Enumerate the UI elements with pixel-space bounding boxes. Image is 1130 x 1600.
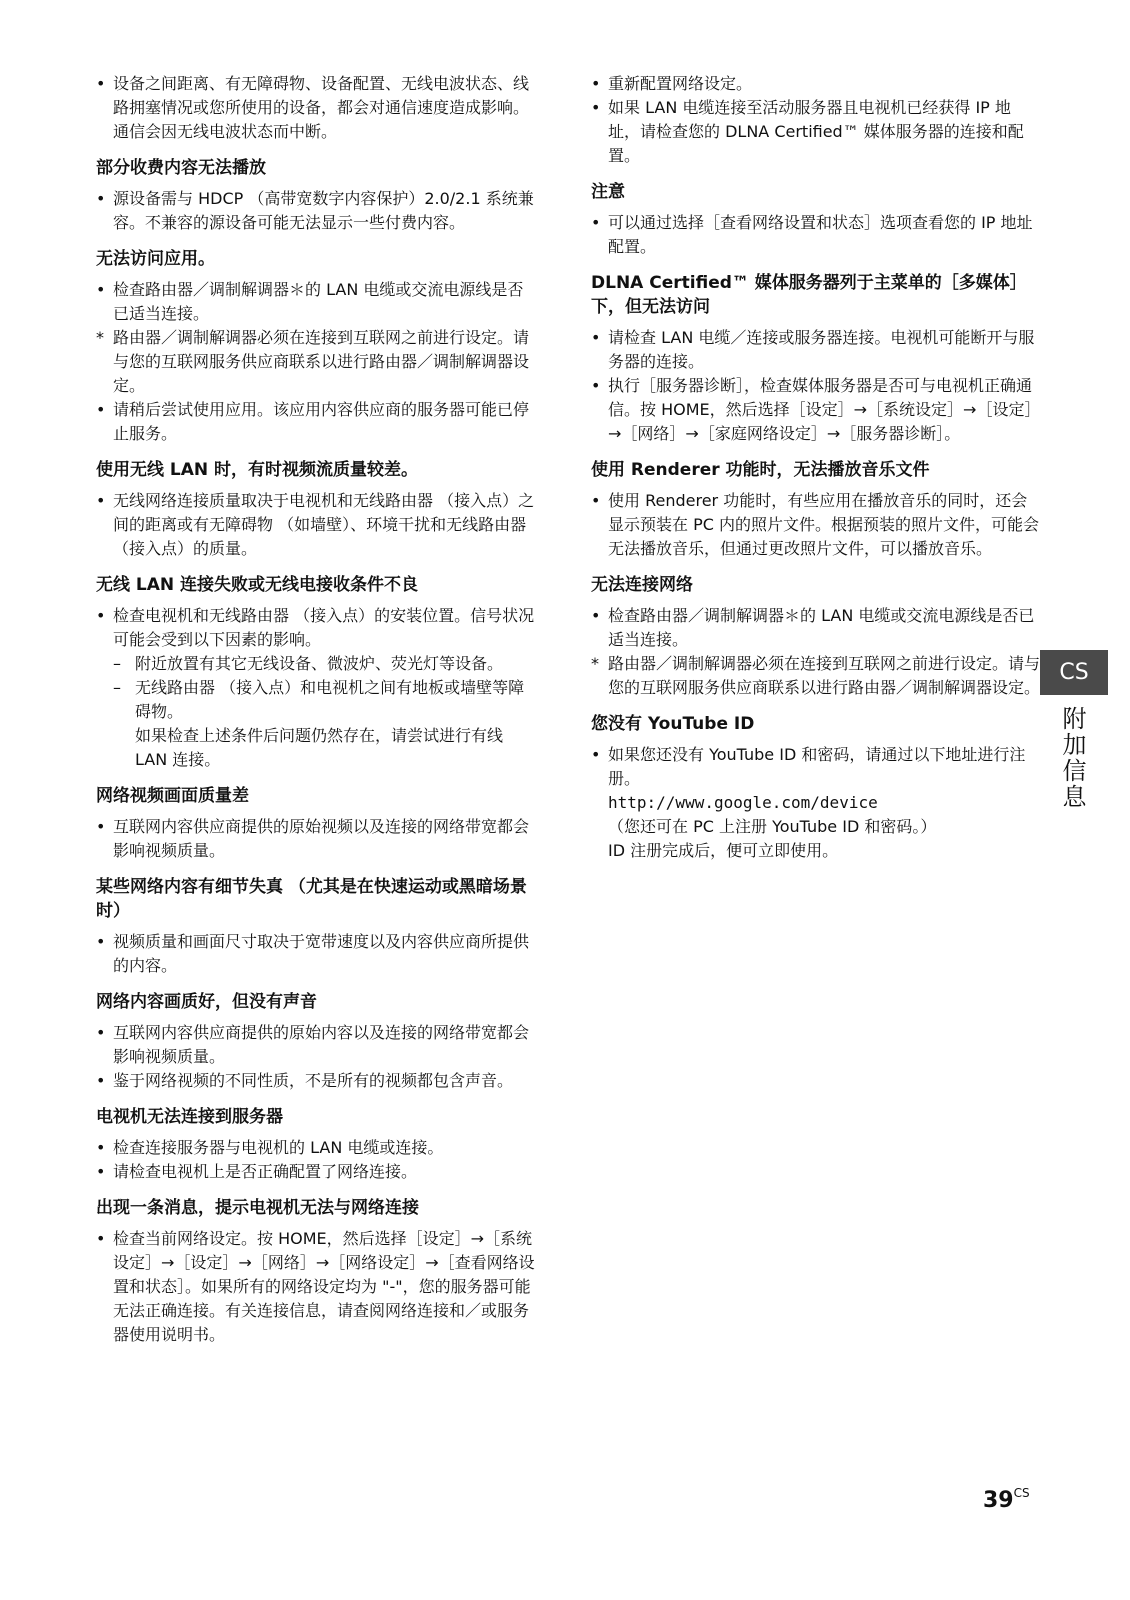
section-heading: 某些网络内容有细节失真 （尤其是在快速运动或黑暗场景时） <box>96 877 527 921</box>
paragraph: （您还可在 PC 上注册 YouTube ID 和密码。） <box>608 817 937 836</box>
section-heading: 无法访问应用。 <box>96 249 215 269</box>
bullet-marker: • <box>96 932 106 951</box>
item-text: 请稍后尝试使用应用。该应用内容供应商的服务器可能已停止服务。 <box>113 400 530 443</box>
bullet-marker: • <box>96 1023 106 1042</box>
item-text: 路由器／调制解调器必须在连接到互联网之前进行设定。请与您的互联网服务供应商联系以进行路由器／调制解调器设定。 <box>608 654 1041 697</box>
bullet-marker: • <box>96 280 106 299</box>
page-number-suffix: CS <box>1013 1486 1030 1500</box>
bullet-marker: • <box>96 189 106 208</box>
section-heading: 无法连接网络 <box>591 575 693 595</box>
item-text: 无线网络连接质量取决于电视机和无线路由器 （接入点）之间的距离或有无障碍物 （如墙壁）、环境干扰和无线路由器 （接入点）的质量。 <box>113 491 535 558</box>
section <box>96 156 536 235</box>
bullet-marker: • <box>591 74 601 93</box>
section <box>591 271 1041 446</box>
left-column <box>96 72 536 1359</box>
item-text: 互联网内容供应商提供的原始视频以及连接的网络带宽都会影响视频质量。 <box>113 817 530 860</box>
section-heading: 无线 LAN 连接失败或无线电接收条件不良 <box>96 575 419 595</box>
bullet-marker: • <box>591 213 601 232</box>
item-text: 鉴于网络视频的不同性质，不是所有的视频都包含声音。 <box>113 1071 514 1090</box>
section-heading: 注意 <box>591 182 625 202</box>
section <box>591 72 1041 168</box>
list-item <box>591 604 1041 652</box>
list-item <box>96 930 536 978</box>
section-heading: DLNA Certified™ 媒体服务器列于主菜单的［多媒体］下，但无法访问 <box>591 273 1027 317</box>
list-item <box>96 1227 536 1347</box>
item-text: 可以通过选择［查看网络设置和状态］选项查看您的 IP 地址配置。 <box>608 213 1033 256</box>
sub-list-item <box>96 652 536 676</box>
list-item <box>591 72 1041 96</box>
item-text: 重新配置网络设定。 <box>608 74 753 93</box>
item-text: 请检查 LAN 电缆／连接或服务器连接。电视机可能断开与服务器的连接。 <box>608 328 1035 371</box>
section <box>591 458 1041 561</box>
list-item <box>96 1136 536 1160</box>
paragraph: 如果检查上述条件后问题仍然存在，请尝试进行有线 LAN 连接。 <box>135 726 504 769</box>
bullet-marker: • <box>591 376 601 395</box>
section <box>591 180 1041 259</box>
list-item <box>96 398 536 446</box>
section-heading: 网络内容画质好，但没有声音 <box>96 992 317 1012</box>
bullet-marker: • <box>96 1071 106 1090</box>
section <box>96 875 536 978</box>
section-heading: 部分收费内容无法播放 <box>96 158 266 178</box>
right-column <box>591 72 1041 875</box>
section <box>96 247 536 446</box>
list-item <box>591 326 1041 374</box>
section <box>96 72 536 144</box>
bullet-marker: • <box>96 491 106 510</box>
item-text: 互联网内容供应商提供的原始内容以及连接的网络带宽都会影响视频质量。 <box>113 1023 530 1066</box>
item-text: 无线路由器 （接入点）和电视机之间有地板或墙壁等障碍物。 <box>135 678 525 721</box>
list-item <box>96 489 536 561</box>
bullet-marker: • <box>96 400 106 419</box>
section <box>96 1105 536 1184</box>
bullet-marker: • <box>96 1138 106 1157</box>
list-item <box>96 1160 536 1184</box>
footnote-item <box>96 326 536 398</box>
page-number-value: 39 <box>983 1488 1014 1513</box>
url-text: http://www.google.com/device <box>608 793 878 812</box>
section <box>96 1196 536 1347</box>
section <box>96 458 536 561</box>
list-item <box>591 489 1041 561</box>
bullet-marker: • <box>96 817 106 836</box>
item-text: 使用 Renderer 功能时，有些应用在播放音乐的同时，还会显示预装在 PC 内的照片文件。根据预装的照片文件，可能会无法播放音乐，但通过更改照片文件，可以播放音乐。 <box>608 491 1039 558</box>
section-heading: 使用无线 LAN 时，有时视频流质量较差。 <box>96 460 419 480</box>
section-heading: 使用 Renderer 功能时，无法播放音乐文件 <box>591 460 930 480</box>
paragraph: ID 注册完成后，便可立即使用。 <box>608 841 839 860</box>
section-heading: 电视机无法连接到服务器 <box>96 1107 283 1127</box>
bullet-marker: • <box>591 328 601 347</box>
item-text: 检查连接服务器与电视机的 LAN 电缆或连接。 <box>113 1138 444 1157</box>
list-item <box>96 1021 536 1069</box>
item-text: 路由器／调制解调器必须在连接到互联网之前进行设定。请与您的互联网服务供应商联系以进行路由器／调制解调器设定。 <box>113 328 530 395</box>
bullet-marker: • <box>96 1162 106 1181</box>
list-item <box>96 72 536 144</box>
item-text: 检查当前网络设定。按 HOME，然后选择［设定］→［系统设定］→［设定］→［网络］→［网络设定］→［查看网络设置和状态］。如果所有的网络设定均为 "-"，您的服务器可能无法正确连接。有关连接信息，请查阅网络连接和／或服务器使用说明书。 <box>113 1229 535 1344</box>
section <box>96 784 536 863</box>
bullet-marker: • <box>96 1229 106 1248</box>
bullet-marker: • <box>591 745 601 764</box>
asterisk-marker: * <box>96 328 104 347</box>
sub-list-item <box>96 676 536 724</box>
section-side-label: 附加信息 <box>1058 706 1086 810</box>
item-text: 如果您还没有 YouTube ID 和密码，请通过以下地址进行注册。 <box>608 745 1026 788</box>
page-number <box>983 1488 1030 1513</box>
section <box>591 573 1041 700</box>
list-item <box>96 278 536 326</box>
list-item <box>96 187 536 235</box>
item-text: 视频质量和画面尺寸取决于宽带速度以及内容供应商所提供的内容。 <box>113 932 530 975</box>
asterisk-marker: * <box>591 654 599 673</box>
section <box>96 990 536 1093</box>
list-item <box>591 743 1041 791</box>
bullet-marker: • <box>96 606 106 625</box>
section-heading: 出现一条消息，提示电视机无法与网络连接 <box>96 1198 419 1218</box>
list-item <box>96 604 536 652</box>
section <box>96 573 536 772</box>
list-item <box>591 96 1041 168</box>
language-code: CS <box>1059 660 1089 685</box>
bullet-marker: • <box>591 606 601 625</box>
item-text: 检查路由器／调制解调器＊的 LAN 电缆或交流电源线是否已适当连接。 <box>113 280 524 323</box>
item-text: 附近放置有其它无线设备、微波炉、荧光灯等设备。 <box>135 654 504 673</box>
item-text: 请检查电视机上是否正确配置了网络连接。 <box>113 1162 418 1181</box>
item-text: 检查路由器／调制解调器＊的 LAN 电缆或交流电源线是否已适当连接。 <box>608 606 1035 649</box>
section-heading: 您没有 YouTube ID <box>591 714 755 734</box>
list-item <box>96 815 536 863</box>
section-heading: 网络视频画面质量差 <box>96 786 249 806</box>
item-text: 源设备需与 HDCP （高带宽数字内容保护）2.0/2.1 系统兼容。不兼容的源设备可能无法显示一些付费内容。 <box>113 189 534 232</box>
item-text: 设备之间距离、有无障碍物、设备配置、无线电波状态、线路拥塞情况或您所使用的设备，都会对通信速度造成影响。通信会因无线电波状态而中断。 <box>113 74 530 141</box>
list-item <box>96 1069 536 1093</box>
footnote-item <box>591 652 1041 700</box>
list-item <box>591 374 1041 446</box>
item-text: 检查电视机和无线路由器 （接入点）的安装位置。信号状况可能会受到以下因素的影响。 <box>113 606 535 649</box>
language-tab <box>1040 650 1108 695</box>
dash-marker: – <box>113 654 121 673</box>
bullet-marker: • <box>591 98 601 117</box>
section <box>591 712 1041 863</box>
dash-marker: – <box>113 678 121 697</box>
bullet-marker: • <box>96 74 106 93</box>
bullet-marker: • <box>591 491 601 510</box>
item-text: 执行［服务器诊断］，检查媒体服务器是否可与电视机正确通信。按 HOME，然后选择［设定］→［系统设定］→［设定］→［网络］→［家庭网络设定］→［服务器诊断］。 <box>608 376 1041 443</box>
list-item <box>591 211 1041 259</box>
item-text: 如果 LAN 电缆连接至活动服务器且电视机已经获得 IP 地址，请检查您的 DLNA Certified™ 媒体服务器的连接和配置。 <box>608 98 1024 165</box>
